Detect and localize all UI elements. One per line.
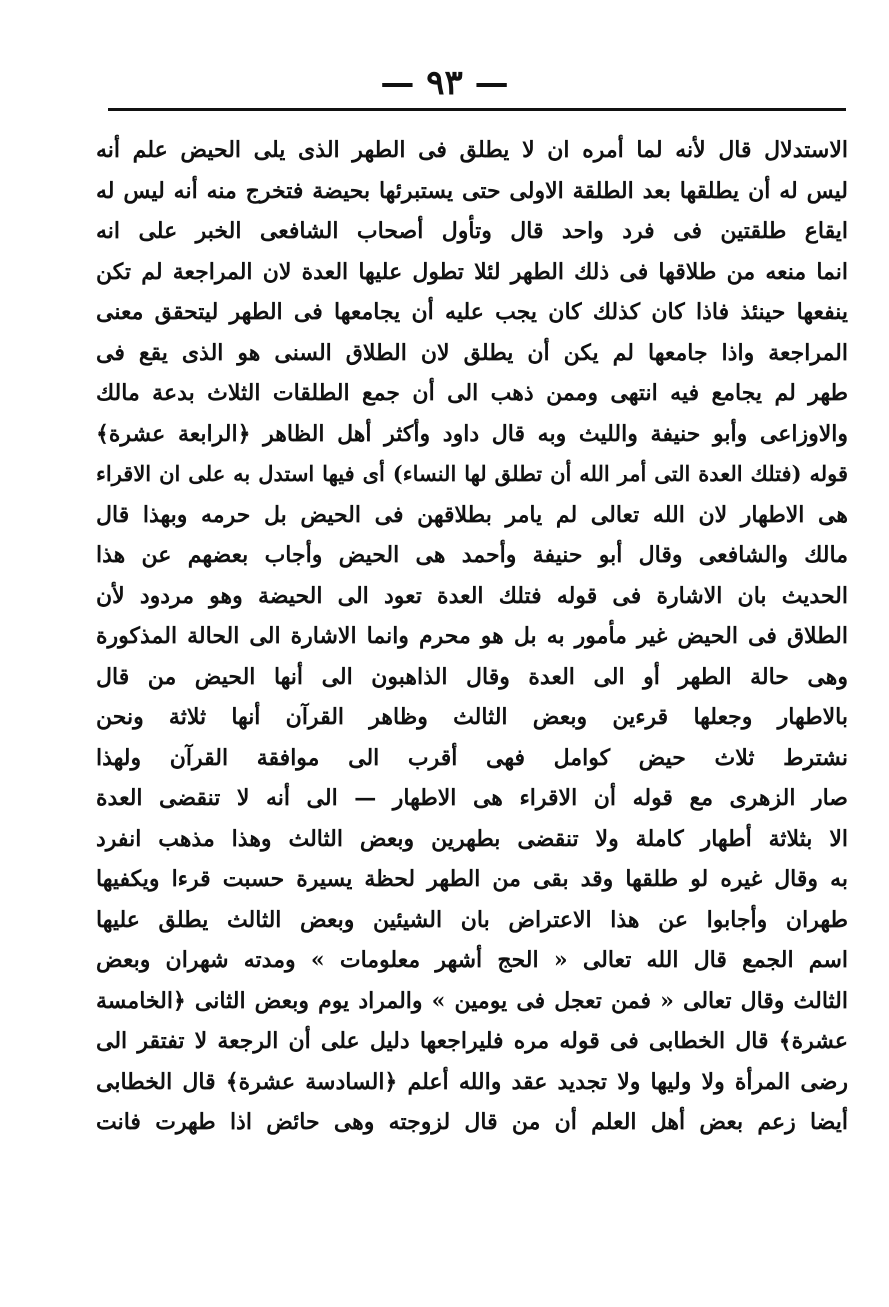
text-line: رضى المرأة ولا وليها ولا تجديد عقد والله أعلم ﴿السادسة عشرة﴾ قال الخطابى (96, 1068, 848, 1095)
text-line: ايقاع طلقتين فى فرد واحد قال وتأول أصحاب الشافعى الخبر على انه (96, 218, 848, 244)
text-line: اسم الجمع قال الله تعالى « الحج أشهر معلومات » ومدته شهران وبعض (96, 947, 848, 973)
text-line: عشرة﴾ قال الخطابى فى قوله مره فليراجعها دليل على أن الرجعة لا تفتقر الى (96, 1028, 848, 1054)
text-line: ينفعها حينئذ فاذا كان كذلك كان يجب عليه أن يجامعها فى الطهر ليتحقق معنى (96, 299, 848, 325)
text-line: صار الزهرى مع قوله أن الاقراء هى الاطهار — الى أنه لا تنقضى العدة (96, 785, 848, 811)
text-line: انما منعه من طلاقها فى ذلك الطهر لئلا تطول عليها العدة لان المراجعة لم تكن (96, 258, 848, 285)
text-line: بالاطهار وجعلها قرءين وبعض الثالث وظاهر القرآن أنها ثلاثة ونحن (96, 704, 848, 730)
text-line: طهران وأجابوا عن هذا الاعتراض بان الشيئين وبعض الثالث يطلق عليها (96, 906, 848, 933)
text-line: ليس له أن يطلقها بعد الطلقة الاولى حتى يستبرئها بحيضة فتخرج منه أنه ليس له (96, 177, 848, 204)
text-line: به وقال غيره لو طلقها وقد بقى من الطهر لحظة يسيرة حسبت قرءا ويكفيها (96, 866, 848, 892)
text-line: أيضا زعم بعض أهل العلم أن من قال لزوجته وهى حائض اذا طهرت فانت (96, 1109, 848, 1135)
text-line: طهر لم يجامع فيه انتهى وممن ذهب الى أن جمع الطلقات الثلاث بدعة مالك (96, 380, 848, 406)
text-line: الاستدلال قال لأنه لما أمره ان لا يطلق فى الطهر الذى يلى الحيض علم أنه (96, 137, 848, 163)
text-line: هى الاطهار لان الله تعالى لم يامر بطلاقهن فى الحيض بل حرمه وبهذا قال (96, 501, 848, 528)
text-line: المراجعة واذا جامعها لم يكن أن يطلق لان الطلاق السنى هو الذى يقع فى (96, 339, 848, 366)
text-line: نشترط ثلاث حيض كوامل فهى أقرب الى موافقة القرآن ولهذا (96, 744, 848, 771)
text-line: مالك والشافعى وقال أبو حنيفة وأحمد هى الحيض وأجاب بعضهم عن هذا (96, 542, 848, 568)
text-line: الطلاق فى الحيض غير مأمور به بل هو محرم وانما الاشارة الى الحالة المذكورة (96, 623, 848, 649)
body-text (96, 130, 848, 1143)
text-line: الا بثلاثة أطهار كاملة ولا تنقضى بطهرين وبعض الثالث وهذا مذهب انفرد (96, 825, 848, 852)
text-line: قوله (فتلك العدة التى أمر الله أن تطلق لها النساء) أى فيها استدل به على ان الاقراء (96, 461, 848, 486)
text-line: والاوزاعى وأبو حنيفة والليث وبه قال داود وأكثر أهل الظاهر ﴿الرابعة عشرة﴾ (96, 420, 848, 447)
header-rule (108, 108, 846, 111)
text-line: وهى حالة الطهر أو الى العدة وقال الذاهبون الى أنها الحيض من قال (96, 663, 848, 690)
text-line: الحديث بان الاشارة فى قوله فتلك العدة تعود الى الحيضة وهو مردود لأن (96, 582, 848, 609)
text-line: الثالث وقال تعالى « فمن تعجل فى يومين » والمراد يوم وبعض الثانى ﴿الخامسة (96, 987, 848, 1014)
page-number: — ٩٣ — (380, 63, 509, 103)
